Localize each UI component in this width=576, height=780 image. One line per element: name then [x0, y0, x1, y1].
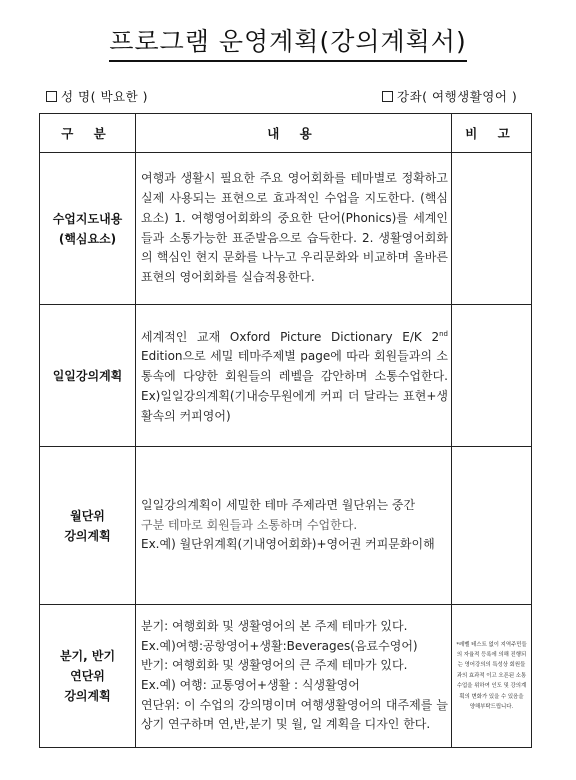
row-label: 월단위 강의계획: [40, 447, 136, 605]
row-note: *레벨 테스트 없이 지역주민들의 자율적 등록에 의해 진행되는 영어강의의 특성상 회원들과의 효과적 이고 오픈된 소통수업을 위하여 인도 및 강의계획의 변화가 있을 수 있음을 양해부탁드립니다.: [452, 605, 532, 748]
header-remarks: 비 고: [452, 114, 532, 153]
table-row: [40, 305, 532, 447]
checkbox-icon: [46, 91, 57, 102]
row-content: 일일강의계획이 세밀한 테마 주제라면 월단위는 중간 구분 테마로 회원들과 소통하며 수업한다. Ex.예) 월단위계획(기내영어회화)+영어권 커피문화이해: [136, 447, 452, 605]
name-field: 성 명( 박요한 ): [46, 87, 148, 105]
row-content: 여행과 생활시 필요한 주요 영어회화를 테마별로 정확하고 실제 사용되는 표현으로 효과적인 수업을 지도한다. (핵심요소) 1. 여행영어회화의 중요한 단어(Phonics)를 세계인들과 소통가능한 표준발음으로 습득한다. 2. 생활영어회화의 핵심인 현지 문화를 나누고 우리문화와 비교하며 올바른 표현의 영어회화를 실습적용한다.: [136, 153, 452, 305]
header-category: 구 분: [40, 114, 136, 153]
table-row: [40, 153, 532, 305]
row-label: 분기, 반기 연단위 강의계획: [40, 605, 136, 748]
row-note: [452, 153, 532, 305]
table-row: [40, 447, 532, 605]
table-header-row: [40, 114, 532, 153]
row-note: [452, 447, 532, 605]
row-content: 분기: 여행회화 및 생활영어의 본 주제 테마가 있다. Ex.예)여행:공항영어+생활:Beverages(음료수영어) 반기: 여행회화 및 생활영어의 큰 주제 테마가 있다. Ex.예) 여행: 교통영어+생활 : 식생활영어 연단위: 이 수업의 강의명이며 여행생활영어의 대주제를 늘 상기 연구하며 연,반,분기 및 월, 일 계획을 디자인 한다.: [136, 605, 452, 748]
course-field: 강좌( 여행생활영어 ): [382, 87, 517, 105]
checkbox-icon: [382, 91, 393, 102]
page-title: 프로그램 운영계획(강의계획서): [0, 22, 576, 62]
plan-table: [39, 113, 532, 748]
row-label: 수업지도내용 (핵심요소): [40, 153, 136, 305]
header-content: 내 용: [136, 114, 452, 153]
row-content: 세계적인 교재 Oxford Picture Dictionary E/K 2nd Edition으로 세밀 테마주제별 page에 따라 회원들과의 소통속에 다양한 회원들의 레벨을 감안하며 소통수업한다. Ex)일일강의계획(기내승무원에게 커피 더 달라는 표현+생활속의 커피영어): [136, 305, 452, 447]
table-row: [40, 605, 532, 748]
row-label: 일일강의계획: [40, 305, 136, 447]
row-note: [452, 305, 532, 447]
